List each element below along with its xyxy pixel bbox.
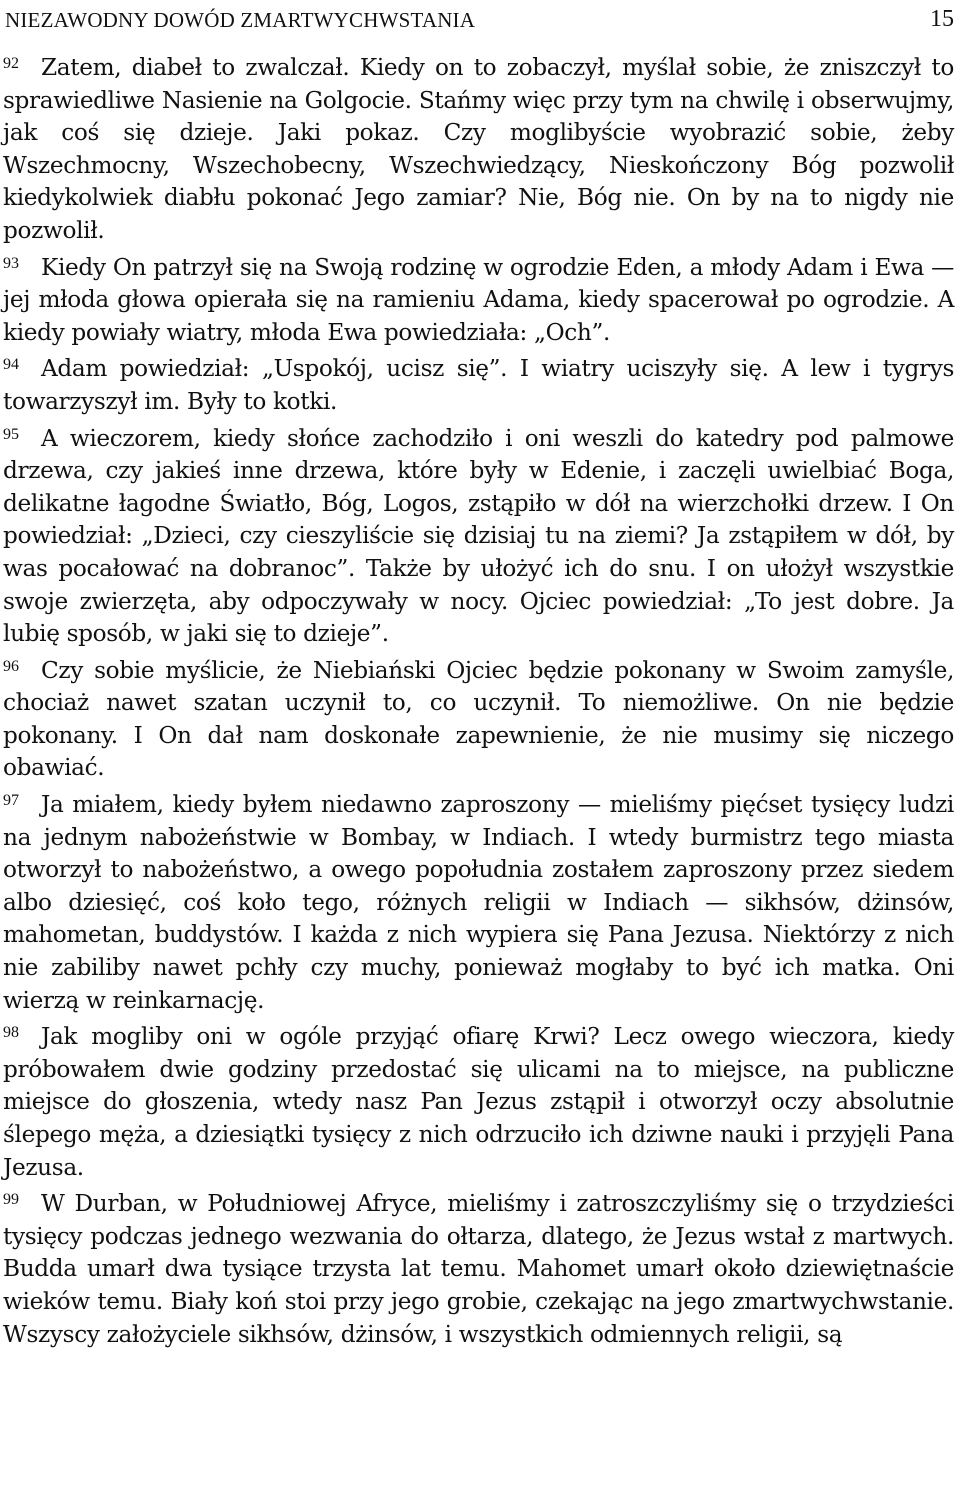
paragraph-text: Kiedy On patrzył się na Swoją rodzinę w ogrodzie Eden, a młody Adam i Ewa — jej młoda głowa opierała się na ramieniu Adama, kiedy spacerował po ogrodzie. A kiedy powiały wiatry, młoda Ewa powiedziała: „Och”.: [3, 253, 954, 346]
body-text: [3, 48, 954, 1351]
paragraph-number: 92: [3, 55, 19, 72]
paragraph-92: [3, 48, 954, 248]
running-header: [3, 0, 954, 40]
paragraph-number: 96: [3, 657, 19, 675]
paragraph-94: [3, 349, 954, 418]
paragraph-text: Czy sobie myślicie, że Niebiański Ojciec będzie pokonany w Swoim zamyśle, chociaż nawet szatan uczynił to, co uczynił. To niemożliwe. On nie będzie pokonany. I On dał nam doskonałe zapewnienie, że nie musimy się niczego obawiać.: [3, 656, 954, 782]
paragraph-98: [3, 1017, 954, 1184]
paragraph-text: Zatem, diabeł to zwalczał. Kiedy on to zobaczył, myślał sobie, że zniszczył to sprawiedliwe Nasienie na Golgocie. Stańmy więc przy tym na chwilę i obserwujmy, jak coś się dzieje. Jaki pokaz. Czy moglibyście wyobrazić sobie, żeby Wszechmocny, Wszechobecny, Wszechwiedzący, Nieskończony Bóg pozwolił kiedykolwiek diabłu pokonać Jego zamiar? Nie, Bóg nie. On by na to nigdy nie pozwolił.: [3, 54, 954, 244]
paragraph-number: 98: [3, 1024, 19, 1042]
paragraph-text: Jak mogliby oni w ogóle przyjąć ofiarę Krwi? Lecz owego wieczora, kiedy próbowałem dwie godziny przedostać się ulicami na to miejsce, na publiczne miejsce do głoszenia, wtedy nasz Pan Jezus zstąpił i otworzył oczy absolutnie ślepego męża, a dziesiątki tysięcy z nich odrzuciło ich dziwne nauki i przyjęli Pana Jezusa.: [3, 1023, 954, 1181]
running-title: NIEZAWODNY DOWÓD ZMARTWYCHWSTANIA: [5, 8, 476, 32]
paragraph-97: [3, 785, 954, 1017]
paragraph-number: 99: [3, 1191, 19, 1209]
paragraph-number: 94: [3, 356, 19, 374]
paragraph-99: [3, 1184, 954, 1351]
paragraph-text: Ja miałem, kiedy byłem niedawno zaproszony — mieliśmy pięćset tysięcy ludzi na jednym nabożeństwie w Bombay, w Indiach. I wtedy burmistrz tego miasta otworzył to nabożeństwo, a owego popołudnia zostałem zaproszony przez siedem albo dziesięć, coś koło tego, różnych religii w Indiach — sikhsów, dżinsów, mahometan, buddystów. I każda z nich wypiera się Pana Jezusa. Niektórzy z nich nie zabiliby nawet pchły czy muchy, ponieważ mogłaby to być ich matka. Oni wierzą w reinkarnację.: [3, 791, 954, 1014]
paragraph-text: W Durban, w Południowej Afryce, mieliśmy i zatroszczyliśmy się o trzydzieści tysięcy podczas jednego wezwania do ołtarza, dlatego, że Jezus wstał z martwych. Budda umarł dwa tysiące trzysta lat temu. Mahomet umarł około dziewiętnaście wieków temu. Biały koń stoi przy jego grobie, czekając na jego zmartwychwstanie. Wszyscy założyciele sikhsów, dżinsów, i wszystkich odmiennych religii, są: [3, 1190, 954, 1348]
paragraph-93: [3, 248, 954, 350]
paragraph-number: 93: [3, 254, 19, 272]
paragraph-text: Adam powiedział: „Uspokój, ucisz się”. I wiatry uciszyły się. A lew i tygrys towarzyszył im. Były to kotki.: [3, 355, 954, 415]
paragraph-text: A wieczorem, kiedy słońce zachodziło i oni weszli do katedry pod palmowe drzewa, czy jakieś inne drzewa, które były w Edenie, i zaczęli uwielbiać Boga, delikatne łagodne Światło, Bóg, Logos, zstąpiło w dół na wierzchołki drzew. I On powiedział: „Dzieci, czy cieszyliście się dzisiaj tu na ziemi? Ja zstąpiłem w dół, by was pocałować na dobranoc”. Także by ułożyć ich do snu. I on ułożył wszystkie swoje zwierzęta, aby odpoczywały w nocy. Ojciec powiedział: „To jest dobre. Ja lubię sposób, w jaki się to dzieje”.: [3, 424, 954, 648]
paragraph-96: [3, 651, 954, 785]
paragraph-number: 95: [3, 425, 19, 443]
page-number: 15: [930, 6, 954, 32]
paragraph-95: [3, 419, 954, 651]
paragraph-number: 97: [3, 792, 19, 810]
